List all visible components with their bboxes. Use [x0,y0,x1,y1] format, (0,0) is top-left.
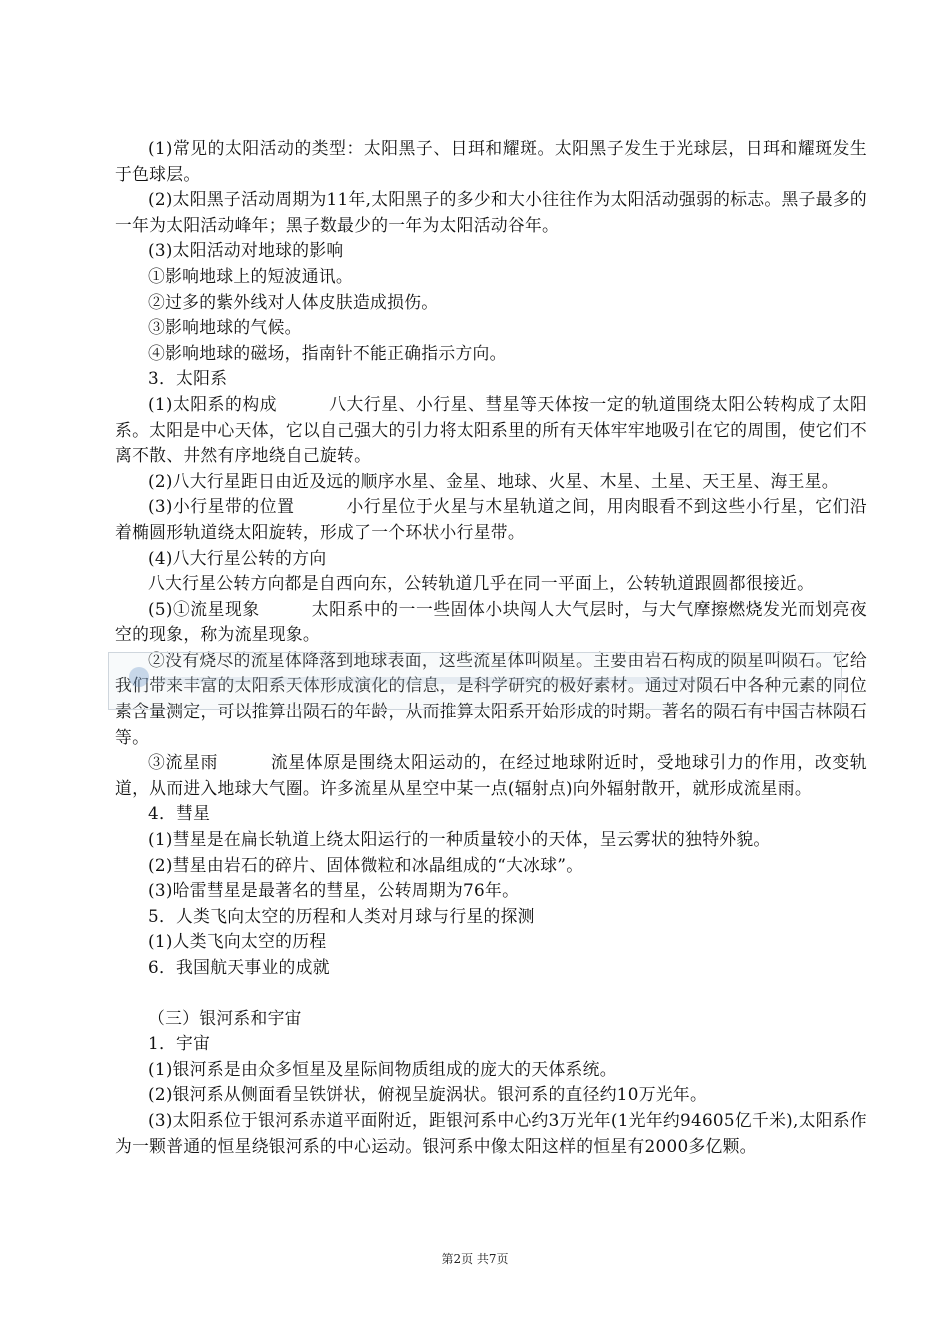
paragraph-planet-order: (2)八大行星距日由近及远的顺序水星、金星、地球、火星、木星、土星、天王星、海王星。 [148,470,839,491]
paragraph-milky-way-shape: (2)银河系从侧面看呈铁饼状，俯视呈旋涡状。银河系的直径约10万光年。 [148,1084,708,1105]
paragraph-solar-system-position: (3)太阳系位于银河系赤道平面附近，距银河系中心约3万光年(1光年约94605亿千米),太阳系作为一颗普通的恒星绕银河系的中心运动。银河系中像太阳这样的恒星有2000多亿颗。 [115,1109,867,1156]
paragraph-sunspot-cycle: (2)太阳黑子活动周期为11年,太阳黑子的多少和大小往往作为太阳活动强弱的标志。黑子最多的一年为太阳活动峰年；黑子数最少的一年为太阳活动谷年。 [115,189,867,235]
page-body [115,136,867,1159]
paragraph-solar-activity-impact-heading: (3)太阳活动对地球的影响 [148,240,344,261]
paragraph-halley-comet: (3)哈雷彗星是最著名的彗星，公转周期为76年。 [148,880,520,901]
paragraph-space-history: (1)人类飞向太空的历程 [148,931,327,952]
paragraph-revolution-direction: 八大行星公转方向都是自西向东，公转轨道几乎在同一平面上，公转轨道跟圆都很接近。 [148,573,815,594]
section-heading-milky-way: （三）银河系和宇宙 [148,1007,302,1028]
paragraph-sunspot-types: (1)常见的太阳活动的类型：太阳黑子、日珥和耀斑。太阳黑子发生于光球层，日珥和耀斑发生于色球层。 [115,138,867,184]
list-item-magnetic-field: ④影响地球的磁场，指南针不能正确指示方向。 [148,342,507,363]
paragraph-meteor-phenomenon: (5)①流星现象 太阳系中的一一些固体小块闯人大气层时，与大气摩擦燃烧发光而划亮夜空的现象，称为流星现象。 [115,598,867,645]
section-gap [115,981,867,1006]
section-heading-solar-system: 3．太阳系 [148,368,228,389]
paragraph-revolution-direction-heading: (4)八大行星公转的方向 [148,547,327,568]
section-heading-comet: 4．彗星 [148,803,211,824]
section-heading-china-aerospace: 6．我国航天事业的成就 [148,957,330,977]
page-number-footer: 第2页 共7页 [441,1252,509,1266]
paragraph-solar-system-composition: (1)太阳系的构成 八大行星、小行星、彗星等天体按一定的轨道围绕太阳公转构成了太阳系。太阳是中心天体，它以自己强大的引力将太阳系里的所有天体牢牢地吸引在它的周围，使它们不离不散、井然有序地绕自己旋转。 [115,393,867,466]
paragraph-meteorite: ②没有烧尽的流星体降落到地球表面，这些流星体叫陨星。主要由岩石构成的陨星叫陨石。它给我们带来丰富的太阳系天体形成演化的信息，是科学研究的极好素材。通过对陨石中各种元素的同位素含量测定，可以推算出陨石的年龄，从而推算太阳系开始形成的时期。著名的陨石有中国吉林陨石等。 [115,649,867,747]
list-item-ultraviolet: ②过多的紫外线对人体皮肤造成损伤。 [148,291,439,312]
paragraph-asteroid-belt: (3)小行星带的位置 小行星位于火星与木星轨道之间，用肉眼看不到这些小行星，它们沿着椭圆形轨道绕太阳旋转，形成了一个环状小行星带。 [115,496,867,542]
section-heading-space-exploration: 5．人类飞向太空的历程和人类对月球与行星的探测 [148,905,535,926]
paragraph-comet-composition: (2)彗星由岩石的碎片、固体微粒和冰晶组成的“大冰球”。 [148,854,584,875]
section-heading-universe: 1．宇宙 [148,1033,211,1054]
list-item-climate: ③影响地球的气候。 [148,317,302,338]
list-item-shortwave: ①影响地球上的短波通讯。 [148,265,353,286]
paragraph-meteor-shower: ③流星雨 流星体原是围绕太阳运动的，在经过地球附近时，受地球引力的作用，改变轨道，从而进入地球大气圈。许多流星从星空中某一点(辐射点)向外辐射散开，就形成流星雨。 [115,752,867,798]
paragraph-milky-way-definition: (1)银河系是由众多恒星及星际间物质组成的庞大的天体系统。 [148,1058,617,1079]
paragraph-comet-orbit: (1)彗星是在扁长轨道上绕太阳运行的一种质量较小的天体，呈云雾状的独特外貌。 [148,829,771,850]
